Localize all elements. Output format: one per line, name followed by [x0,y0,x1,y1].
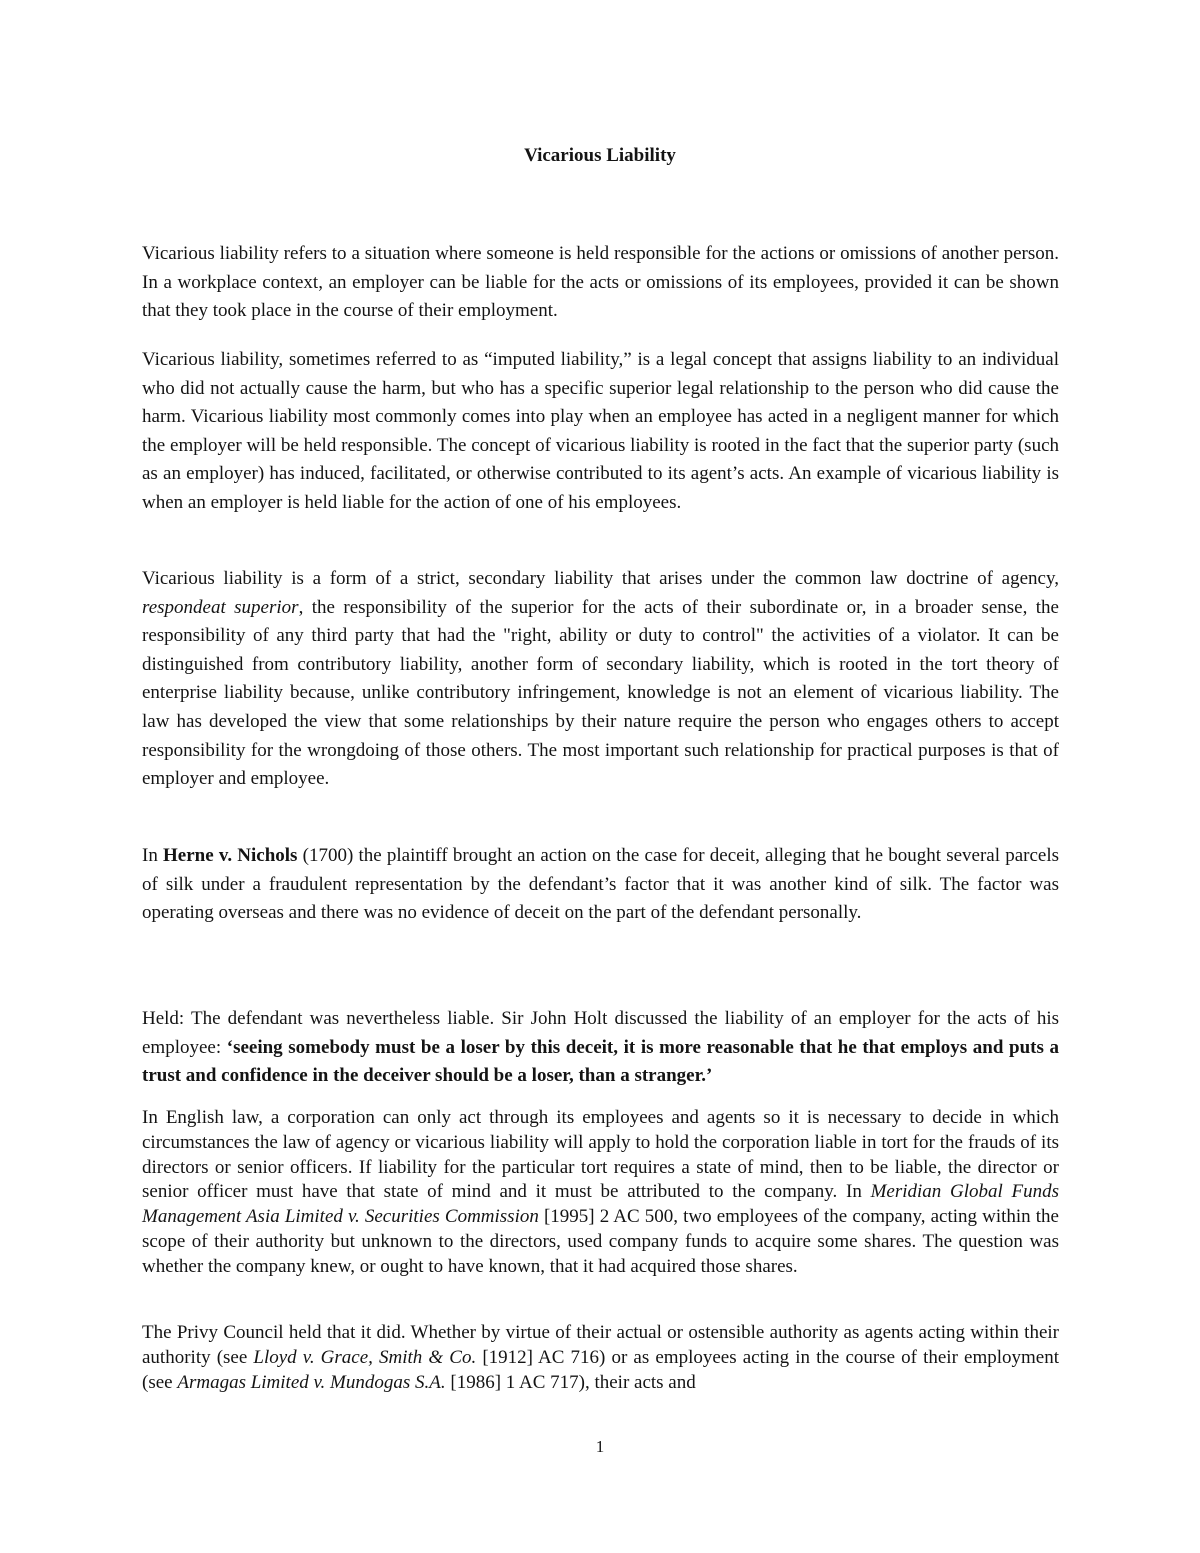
paragraph-herne-v-nichols [142,842,1059,928]
paragraph-text: In English law, a corporation can only act through its employees and agents so it is necessary to decide in which circumstances the law of agency or vicarious liability will apply to hold the corporation liable in tort for the frauds of its directors or senior officers. If liability for the particular tort requires a state of mind, then to be liable, the director or senior officer must have that state of mind and it must be attributed to the company. In [142,1107,1059,1203]
paragraph-definition [142,240,1059,326]
latin-term-respondeat-superior: respondeat superior [142,596,299,618]
case-name-armagas: Armagas Limited v. Mundogas S.A. [177,1371,446,1393]
paragraph-text: Vicarious liability refers to a situation where someone is held responsible for the actions or omissions of another person. In a workplace context, an employer can be liable for the acts or omissions of its employees, provided it can be shown that they took place in the course of their employment. [142,243,1059,322]
paragraph-imputed-liability [142,346,1059,518]
paragraph-text: [1995] 2 AC 500, two employees of the company, acting within the scope of their authority but unknown to the directors, used company funds to acquire some shares. The question was whether the company knew, or ought to have known, that it had acquired those shares. [142,1206,1059,1277]
paragraph-text: , the responsibility of the superior for the acts of their subordinate or, in a broader sense, the responsibility of any third party that had the "right, ability or duty to control" the activities of a violator. It can be distinguished from contributory liability, another form of secondary liability, which is rooted in the tort theory of enterprise liability because, unlike contributory infringement, knowledge is not an element of vicarious liability. The law has developed the view that some relationships by their nature require the person who engages others to accept responsibility for the wrongdoing of those others. The most important such relationship for practical purposes is that of employer and employee. [142,596,1059,790]
paragraph-text: Vicarious liability is a form of a strict, secondary liability that arises under the common law doctrine of agency, [142,568,1059,589]
document-title: Vicarious Liability [524,145,676,166]
paragraph-text: The Privy Council held that it did. Whether by virtue of their actual or ostensible authority as agents acting within their authority (see [142,1322,1059,1368]
paragraph-held [142,1005,1059,1091]
holt-quote: ‘seeing somebody must be a loser by this deceit, it is more reasonable that he that employs and puts a trust and confidence in the deceiver should be a loser, than a stranger.’ [142,1036,1059,1087]
page-number: 1 [595,1437,605,1456]
case-name-meridian: Meridian Global Funds Management Asia Limited v. Securities Commission [142,1181,1060,1228]
paragraph-text: [1986] 1 AC 717), their acts and [445,1371,696,1393]
paragraph-english-law-corporations [142,1106,1059,1280]
paragraph-text: (1700) the plaintiff brought an action on the case for deceit, alleging that he bought several parcels of silk under a fraudulent representation by the defendant’s factor that it was another kind of silk. The factor was operating overseas and there was no evidence of deceit on the part of the defendant personally. [142,845,1060,924]
paragraph-text: In [142,845,164,866]
case-name-herne-v-nichols: Herne v. Nichols [163,845,298,866]
paragraph-text: [1912] AC 716) or as employees acting in the course of their employment (see [142,1346,1059,1393]
paragraph-text: Held: The defendant was nevertheless liable. Sir John Holt discussed the liability of an employer for the acts of his employee: [142,1008,1059,1058]
paragraph-strict-secondary-liability [142,565,1059,794]
case-name-lloyd-v-grace: Lloyd v. Grace, Smith & Co. [253,1346,477,1368]
paragraph-privy-council [142,1321,1059,1395]
paragraph-text: Vicarious liability, sometimes referred to as “imputed liability,” is a legal concept that assigns liability to an individual who did not actually cause the harm, but who has a specific superior legal relationship to the person who did cause the harm. Vicarious liability most commonly comes into play when an employee has acted in a negligent manner for which the employer will be held responsible. The concept of vicarious liability is rooted in the fact that the superior party (such as an employer) has induced, facilitated, or otherwise contributed to its agent’s acts. An example of vicarious liability is when an employer is held liable for the action of one of his employees. [142,349,1059,513]
